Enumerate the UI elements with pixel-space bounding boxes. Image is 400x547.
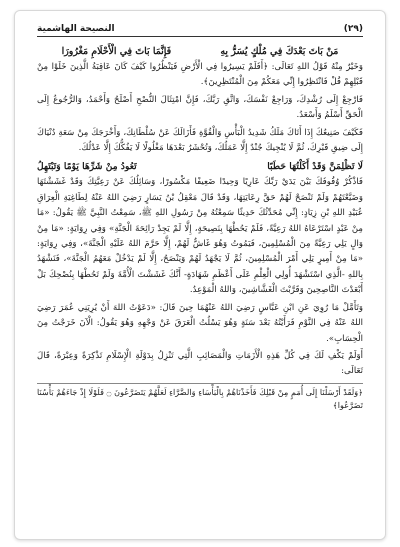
verse-first-hemistich: لَا تَظْلِمَنَّ وَقَدْ أَكَلْتُهَا حَطَبًا <box>267 161 363 173</box>
page-body <box>37 43 363 531</box>
poem-verse <box>37 43 363 60</box>
paragraph: فَاذْكُرْ وُقُوفَكَ بَيْنَ يَدَيْ رَبِّكَ عَارِيًا وَحِيدًا ضَعِيفًا مَكْسُورًا، وَسَائِلُكَ عَنْ رَعِيَّتِكَ وَقَدْ غَشَشْتَهَا وَضَيَّعْتَهُمْ وَلَمْ تَنْصَحْ لَهُمْ حَقَّ رِعَايَتِهَا، وَقَدْ قَالَ مَعْقِلُ بْنُ يَسَارٍ رَضِيَ اللهُ عَنْهُ لِطَاغِيَةِ الْعِرَاقِ عُبَيْدِ اللهِ بْنِ زِيَادٍ: إِنِّي مُحَدِّثُكَ حَدِيثًا سَمِعْتُهُ مِنْ رَسُولِ اللهِ ﷺ، سَمِعْتُ النَّبِيَّ ﷺ يَقُولُ: «مَا مِنْ عَبْدٍ اسْتَرْعَاهُ اللهُ رَعِيَّةً، فَلَمْ يَحُطْهَا بِنَصِيحَةٍ، إِلَّا لَمْ يَجِدْ رَائِحَةَ الْجَنَّةِ» وَفِي رِوَايَةٍ: «مَا مِنْ وَالٍ يَلِي رَعِيَّةً مِنَ الْمُسْلِمِينَ، فَيَمُوتُ وَهُوَ غَاشٌّ لَهُمْ، إِلَّا حَرَّمَ اللهُ عَلَيْهِ الْجَنَّةَ»، وَفِي رِوَايَةٍ: «مَا مِنْ أَمِيرٍ يَلِي أَمْرَ الْمُسْلِمِينَ، ثُمَّ لَا يَجْهَدُ لَهُمْ وَيَنْصَحُ، إِلَّا لَمْ يَدْخُلْ مَعَهُمُ الْجَنَّةَ»، فَنَشْهَدُ بِاللهِ -الَّذِي اسْتَشْهَدَ أُولِي الْعِلْمِ عَلَى أَعْظَمِ شَهَادَةٍ- أَنَّكَ غَشَشْتَ الْأُمَّةَ وَلَمْ تَحُطْهَا بِنُصْحِكَ بَلْ أَبْعَدْتَ النَّاصِحِينَ وَقَرَّبْتَ الْغَشَّاشِينَ، وَاللهُ الْمَوْعِدُ. <box>37 177 363 296</box>
verse-second-hemistich: تَعُودُ مِنْ شَرِّهَا يَوْمًا وَتَبْتَهِلُ <box>37 161 137 173</box>
verse-first-hemistich: مَنْ بَاتَ بَعْدَكَ فِي مُلْكٍ يُسَرُّ بِهِ <box>220 46 339 57</box>
verse-second-hemistich: فَإِنَّمَا بَاتَ فِي الْأَحْلَامِ مَغْرُورَا <box>61 46 172 57</box>
paragraph: وَتَأَمَّلْ مَا رُوِيَ عَنِ ابْنِ عَبَّاسٍ رَضِيَ اللهُ عَنْهُمَا حِينَ قَالَ: «دَعَوْتُ اللهَ أَنْ يُرِيَنِي عُمَرَ رَضِيَ اللهُ عَنْهُ فِي النَّوْمِ فَرَأَيْتُهُ بَعْدَ سَنَةٍ وَهُوَ يَسْلُتُ الْعَرَقَ عَنْ وَجْهِهِ وَهُوَ يَقُولُ: الْآنَ خَرَجْتُ مِنَ الْحِسَابِ». <box>37 302 363 344</box>
poem-verse <box>37 158 363 175</box>
paragraph: فَكَيْفَ صَنِيعُكَ إِذَا أَتَاكَ مَلَكُ شَدِيدُ الْبَأْسِ وَالْقُوَّةِ فَأَزَالَكَ عَنْ سُلْطَانِكَ، وَأَخْرَجَكَ مِنْ سَعَةِ دُنْيَاكَ إِلَى ضِيقِ قَبْرِكَ، ثُمَّ لَا يُنْجِيكَ جُنْدٌ إِلَّا عَمَلُكَ، وَتُحْشَرُ بَعْدَهَا مَغْلُولًا لَا يَفُكُّكَ إِلَّا عَدْلُكَ. <box>37 127 363 154</box>
page-number: (٢٩) <box>343 23 363 34</box>
header-title: النصيحة الهاشمية <box>37 23 115 34</box>
page-header <box>37 23 363 37</box>
paragraph: أَوَلَمْ يَكْفِ لَكَ فِي كُلِّ هَذِهِ الْأَزَمَاتِ وَالْمَصَائِبِ الَّتِي تَنْزِلُ بِدَوْلَةِ الْإِسْلَامِ تَذْكِرَةً وَعِبْرَةً، قَالَ تَعَالَى: <box>37 350 363 377</box>
document-page <box>14 10 386 540</box>
paragraph: فَارْجِعْ إِلَى رُشْدِكَ، وَرَاجِعْ نَفْسَكَ، وَاتَّقِ رَبَّكَ، فَإِنَّ امْتِثَالَ النُّصْحِ أَصْلَحُ وَأَحْمَدُ، وَالرُّجُوعُ إِلَى الْحَقِّ أَسْلَمُ وَأَسْعَدُ. <box>37 94 363 121</box>
paragraph: وَخَيْرٌ مِنْهُ قَوْلُ اللهِ تَعَالَى: ﴿أَفَلَمْ يَسِيرُوا فِي الْأَرْضِ فَيَنْظُرُوا كَيْفَ كَانَ عَاقِبَةُ الَّذِينَ خَلَوْا مِنْ قَبْلِهِمْ قُلْ فَانْتَظِرُوا إِنِّي مَعَكُمْ مِنَ الْمُنْتَظِرِينَ﴾. <box>37 62 363 88</box>
quranic-verse-line: ﴿وَلَقَدْ أَرْسَلْنَا إِلَى أُمَمٍ مِنْ قَبْلِكَ فَأَخَذْنَاهُمْ بِالْبَأْسَاءِ وَالضَّرَّاءِ لَعَلَّهُمْ يَتَضَرَّعُونَ ۝ فَلَوْلَا إِذْ جَاءَهُمْ بَأْسُنَا تَضَرَّعُوا﴾ <box>37 383 363 412</box>
